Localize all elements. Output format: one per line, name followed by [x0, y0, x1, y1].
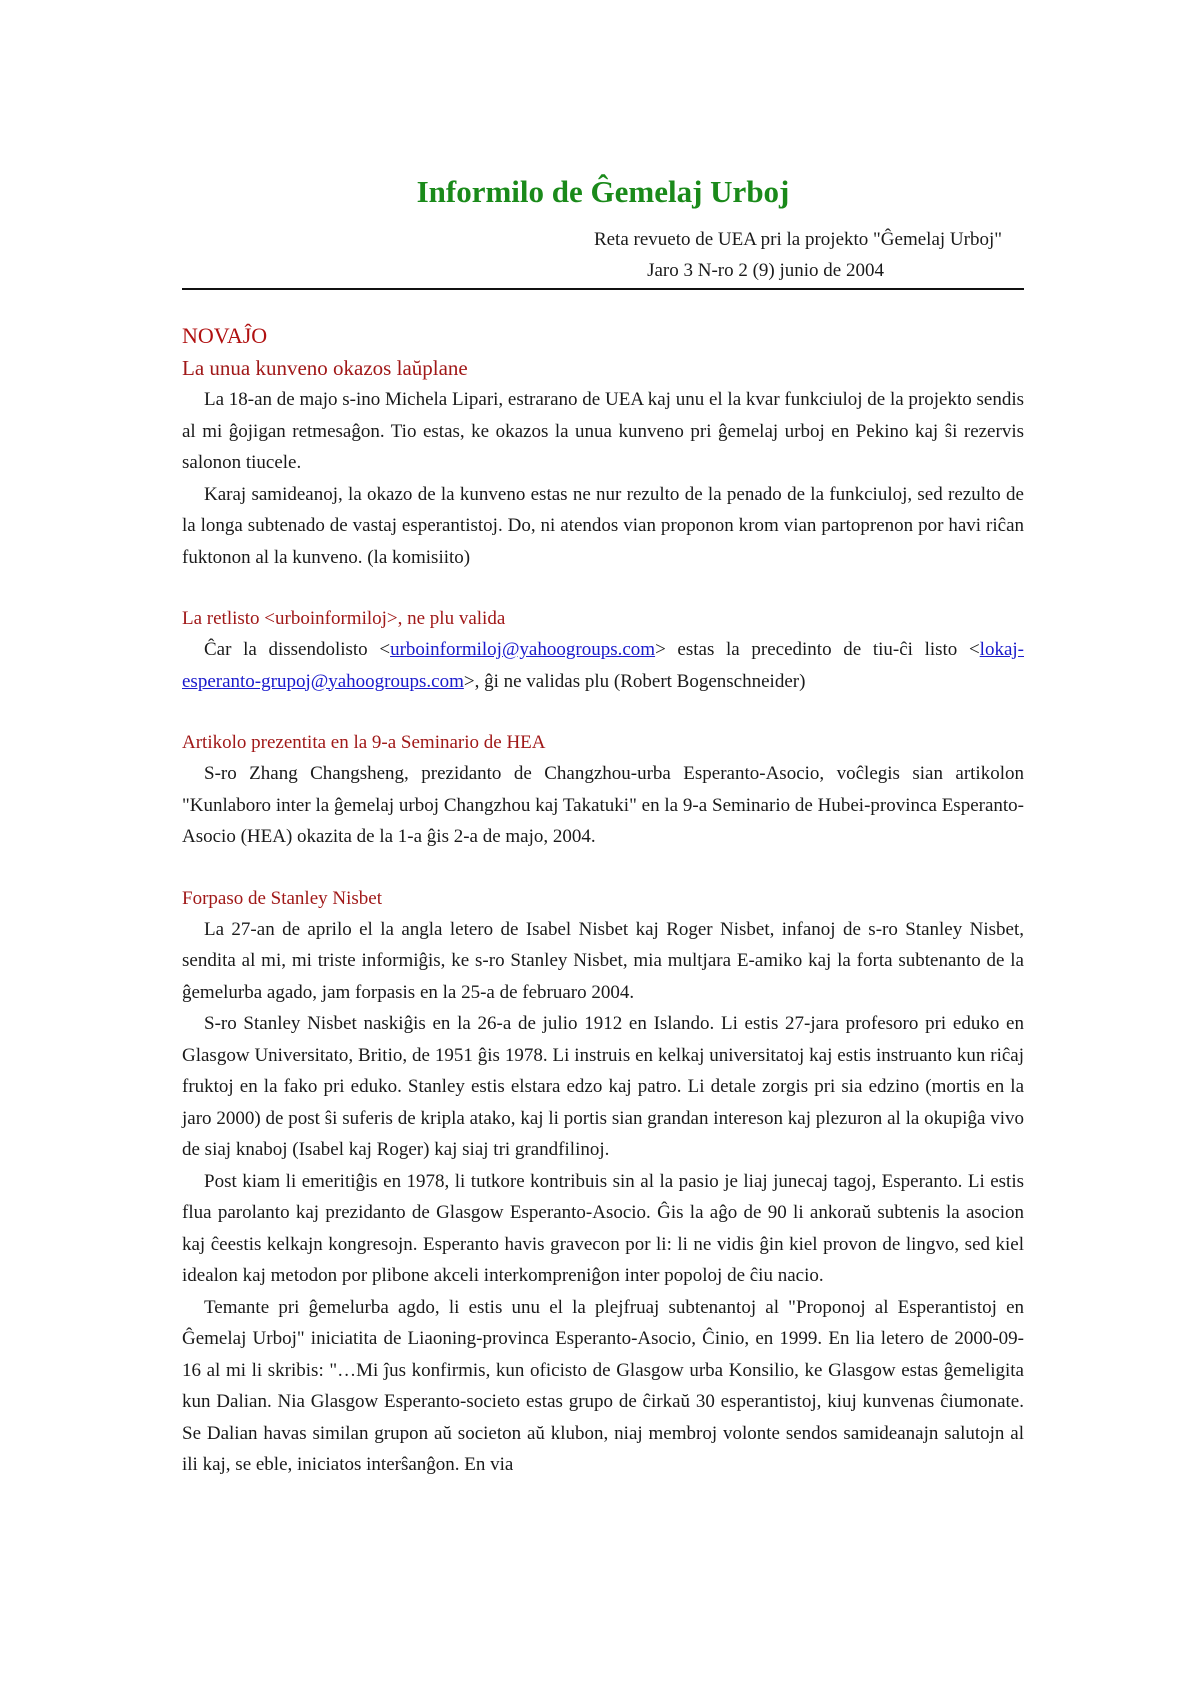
header-rule: [182, 288, 1024, 290]
new-list-email-link[interactable]: lokaj-esperanto-grupoj@yahoogroups.com: [182, 639, 1024, 692]
text-middle: > estas la precedinto de tiu-ĉi listo <: [655, 639, 980, 660]
paragraph: Temante pri ĝemelurba agdo, li estis unu el la plejfruaj subtenantoj al "Proponoj al Esperantistoj en Ĝemelaj Urboj" iniciatita de Liaoning-provinca Esperanto-Asocio, Ĉinio, en 1999. En lia letero de 2000-09-16 al mi li skribis: "…Mi ĵus konfirmis, kun oficisto de Glasgow urba Konsilio, ke Glasgow estas ĝemeligita kun Dalian. Nia Glasgow Esperanto-societo estas grupo de ĉirkaŭ 30 esperantistoj, kiuj kunvenas ĉiumonate. Se Dalian havas similan grupon aŭ societon aŭ klubon, niaj membroj volonte sendos samideanajn salutojn al ili kaj, se eble, iniciatos interŝanĝon. En via: [182, 1296, 1024, 1475]
paragraph: Karaj samideanoj, la okazo de la kunveno estas ne nur rezulto de la penado de la funkciuloj, sed rezulto de la longa subtenado de vastaj esperantistoj. Do, ni atendos vian proponon krom vian partoprenon por havi riĉan fuktonon al la kunveno. (la komisiito): [182, 483, 1024, 568]
paragraph: S-ro Zhang Changsheng, prezidanto de Changzhou-urba Esperanto-Asocio, voĉlegis sian artikolon "Kunlaboro inter la ĝemelaj urboj Changzhou kaj Takatuki" en la 9-a Seminario de Hubei-provinca Esperanto-Asocio (HEA) okazita de la 1-a ĝis 2-a de majo, 2004.: [182, 763, 1024, 847]
newsletter-title: Informilo de Ĝemelaj Urboj: [416, 174, 790, 209]
paragraph: La 27-an de aprilo el la angla letero de Isabel Nisbet kaj Roger Nisbet, infanoj de s-ro Stanley Nisbet, sendita al mi, mi triste informiĝis, ke s-ro Stanley Nisbet, mia multjara E-amiko kaj la forta subtenanto de la ĝemelurba agado, jam forpasis en la 25-a de februaro 2004.: [182, 918, 1024, 1003]
section-heading: NOVAĴO: [182, 323, 268, 348]
paragraph: La 18-an de majo s-ino Michela Lipari, estrarano de UEA kaj unu el la kvar funkciuloj de la projekto sendis al mi ĝojigan retmesaĝon. Tio estas, ke okazos la unua kunveno pri ĝemelaj urboj en Pekino kaj ŝi rezervis salonon tiucele.: [182, 389, 1024, 473]
document-page: [182, 170, 1024, 1481]
text-end: >, ĝi ne validas plu (Robert Bogenschneider): [463, 670, 806, 692]
article-title: La unua kunveno okazos laŭplane: [182, 356, 468, 380]
article-title: Forpaso de Stanley Nisbet: [182, 887, 383, 909]
article-obituary: [182, 883, 1024, 1481]
article-first-meeting: [182, 352, 1024, 573]
article-seminar: [182, 727, 1024, 853]
newsletter-subtitle: Reta revueto de UEA pri la projekto "Ĝemelaj Urboj": [593, 229, 1002, 250]
text-start: Ĉar la dissendolisto <: [204, 639, 391, 660]
article-mailing-list: [182, 603, 1024, 697]
old-list-email-link[interactable]: urboinformiloj@yahoogroups.com: [390, 639, 656, 660]
article-title: La retlisto <urboinformiloj>, ne plu valida: [182, 608, 506, 629]
paragraph: Post kiam li emeritiĝis en 1978, li tutkore kontribuis sin al la pasio je liaj junecaj tagoj, Esperanto. Li estis flua parolanto kaj prezidanto de Glasgow Esperanto-Asocio. Ĝis la aĝo de 90 li ankoraŭ subtenis la asocion kaj ĉeestis kelkajn kongresojn. Esperanto havis gravecon por li: li ne vidis ĝin kiel provon de lingvo, sed kiel idealon kaj metodon por plibone akceli interkompreniĝon inter popoloj de ĉiu nacio.: [182, 1170, 1024, 1286]
issue-info: Jaro 3 N-ro 2 (9) junio de 2004: [647, 260, 884, 281]
article-title: Artikolo prezentita en la 9-a Seminario de HEA: [182, 732, 546, 753]
paragraph: S-ro Stanley Nisbet naskiĝis en la 26-a de julio 1912 en Islando. Li estis 27-jara profesoro pri eduko en Glasgow Universitato, Britio, de 1951 ĝis 1978. Li instruis en kelkaj universitatoj kaj estis instruanto kun riĉaj fruktoj en la fako pri eduko. Stanley estis elstara edzo kaj patro. Li detale zorgis pri sia edzino (mortis en la jaro 2000) de post ŝi suferis de kripla atako, kaj li portis sian grandan intereson kaj plezuron al la okupiĝa vivo de siaj knaboj (Isabel kaj Roger) kaj siaj tri grandfilinoj.: [182, 1013, 1024, 1160]
paragraph: [182, 634, 1024, 697]
